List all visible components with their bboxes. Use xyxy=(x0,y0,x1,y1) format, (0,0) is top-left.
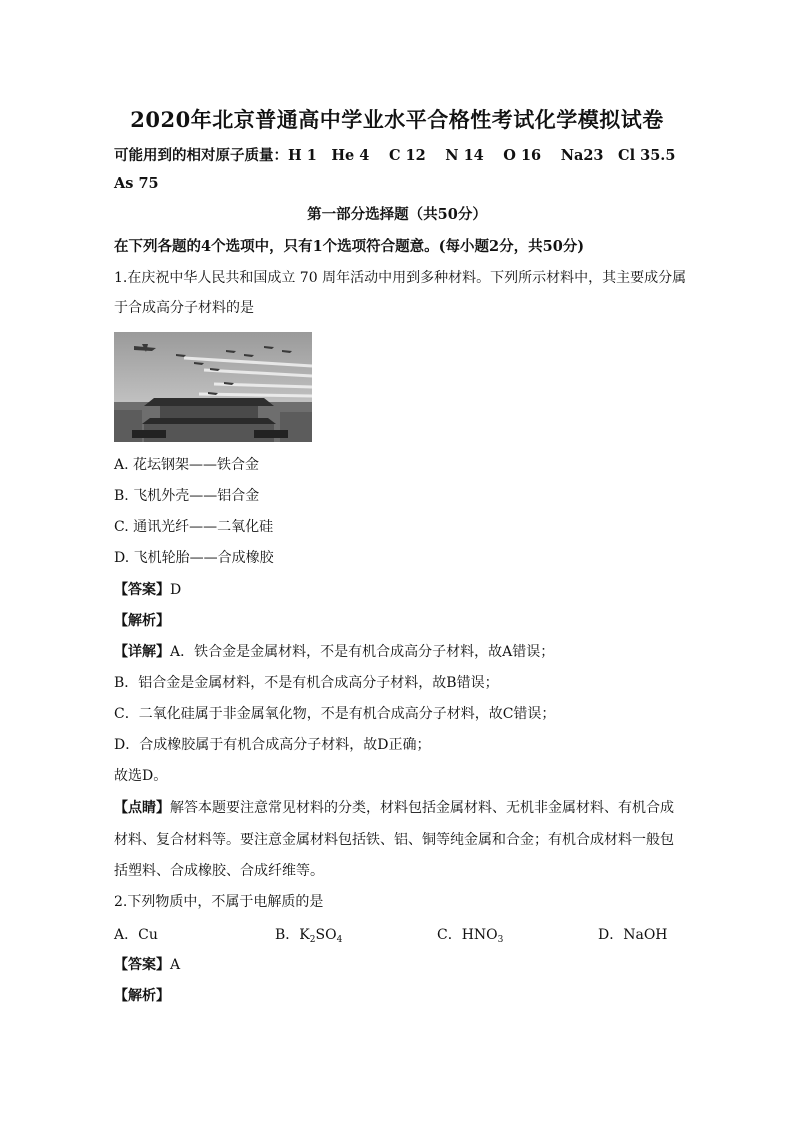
q2-option-b-mid: SO xyxy=(315,927,337,943)
q2-analysis xyxy=(114,986,694,1006)
q1-tip-text-1: 解答本题要注意常见材料的分类，材料包括金属材料、无机非金属材料、有机合成 xyxy=(170,800,674,816)
q1-answer xyxy=(114,580,694,600)
q2-option-b xyxy=(275,924,342,945)
q1-answer-value: D xyxy=(170,582,182,598)
q2-answer-value: A xyxy=(170,957,181,973)
q1-answer-label: 【答案】 xyxy=(114,582,170,598)
q2-option-a: A．Cu xyxy=(114,927,158,943)
q2-stem: 2.下列物质中，不属于电解质的是 xyxy=(114,894,324,910)
part-heading: 第一部分选择题（共50分） xyxy=(307,206,487,223)
q1-option-c: C. 通讯光纤——二氧化硅 xyxy=(114,519,274,535)
parade-photo-image xyxy=(114,332,312,442)
q1-detail-line-3: C．二氧化硅属于非金属氧化物，不是有机合成高分子材料，故C错误； xyxy=(114,706,556,722)
q2-option-d: D．NaOH xyxy=(598,927,668,943)
q1-detail-text-1: A．铁合金是金属材料，不是有机合成高分子材料，故A错误； xyxy=(170,644,555,660)
q1-stem-line-1: 1.在庆祝中华人民共和国成立 70 周年活动中用到多种材料。下列所示材料中，其主要成分属 xyxy=(114,270,687,286)
q1-tip-line-3: 括塑料、合成橡胶、合成纤维等。 xyxy=(114,863,324,879)
page-title: 2020年北京普通高中学业水平合格性考试化学模拟试卷 xyxy=(130,107,664,132)
q2-answer-label: 【答案】 xyxy=(114,957,170,973)
q2-option-b-sub-2: 4 xyxy=(336,935,343,945)
q2-option-b-prefix: B．K xyxy=(275,927,310,943)
q1-analysis-label: 【解析】 xyxy=(114,613,170,629)
q1-option-b: B. 飞机外壳——铝合金 xyxy=(114,488,260,504)
q2-option-b-sub-1: 2 xyxy=(309,935,316,945)
q1-detail-line-1 xyxy=(114,642,694,662)
q1-detail-line-4: D．合成橡胶属于有机合成高分子材料，故D正确； xyxy=(114,737,431,753)
q1-tip-label: 【点睛】 xyxy=(114,800,170,816)
q2-option-c xyxy=(437,924,503,945)
q1-option-d: D. 飞机轮胎——合成橡胶 xyxy=(114,550,274,566)
q1-analysis xyxy=(114,611,694,631)
q2-answer xyxy=(114,955,694,975)
q1-detail-label: 【详解】 xyxy=(114,644,170,660)
q1-tip-line-1 xyxy=(114,798,694,818)
q1-option-a: A. 花坛钢架——铁合金 xyxy=(114,457,260,473)
q2-analysis-label: 【解析】 xyxy=(114,988,170,1004)
parade-photo xyxy=(114,332,312,442)
q1-stem-line-2: 于合成高分子材料的是 xyxy=(114,300,254,316)
q1-detail-line-2: B．铝合金是金属材料，不是有机合成高分子材料，故B错误； xyxy=(114,675,499,691)
q2-option-c-prefix: C．HNO xyxy=(437,927,498,943)
atomic-mass-line-2: As 75 xyxy=(114,175,159,192)
q1-tip-line-2: 材料、复合材料等。要注意金属材料包括铁、铝、铜等纯金属和合金；有机合成材料一般包 xyxy=(114,832,674,848)
q2-option-c-sub: 3 xyxy=(497,935,504,945)
atomic-mass-line-1: 可能用到的相对原子质量：H 1 He 4 C 12 N 14 O 16 Na23 Cl 35.5 xyxy=(114,147,676,164)
instruction: 在下列各题的4个选项中，只有1个选项符合题意。(每小题2分，共50分) xyxy=(114,238,585,255)
q1-detail-line-5: 故选D。 xyxy=(114,768,168,784)
